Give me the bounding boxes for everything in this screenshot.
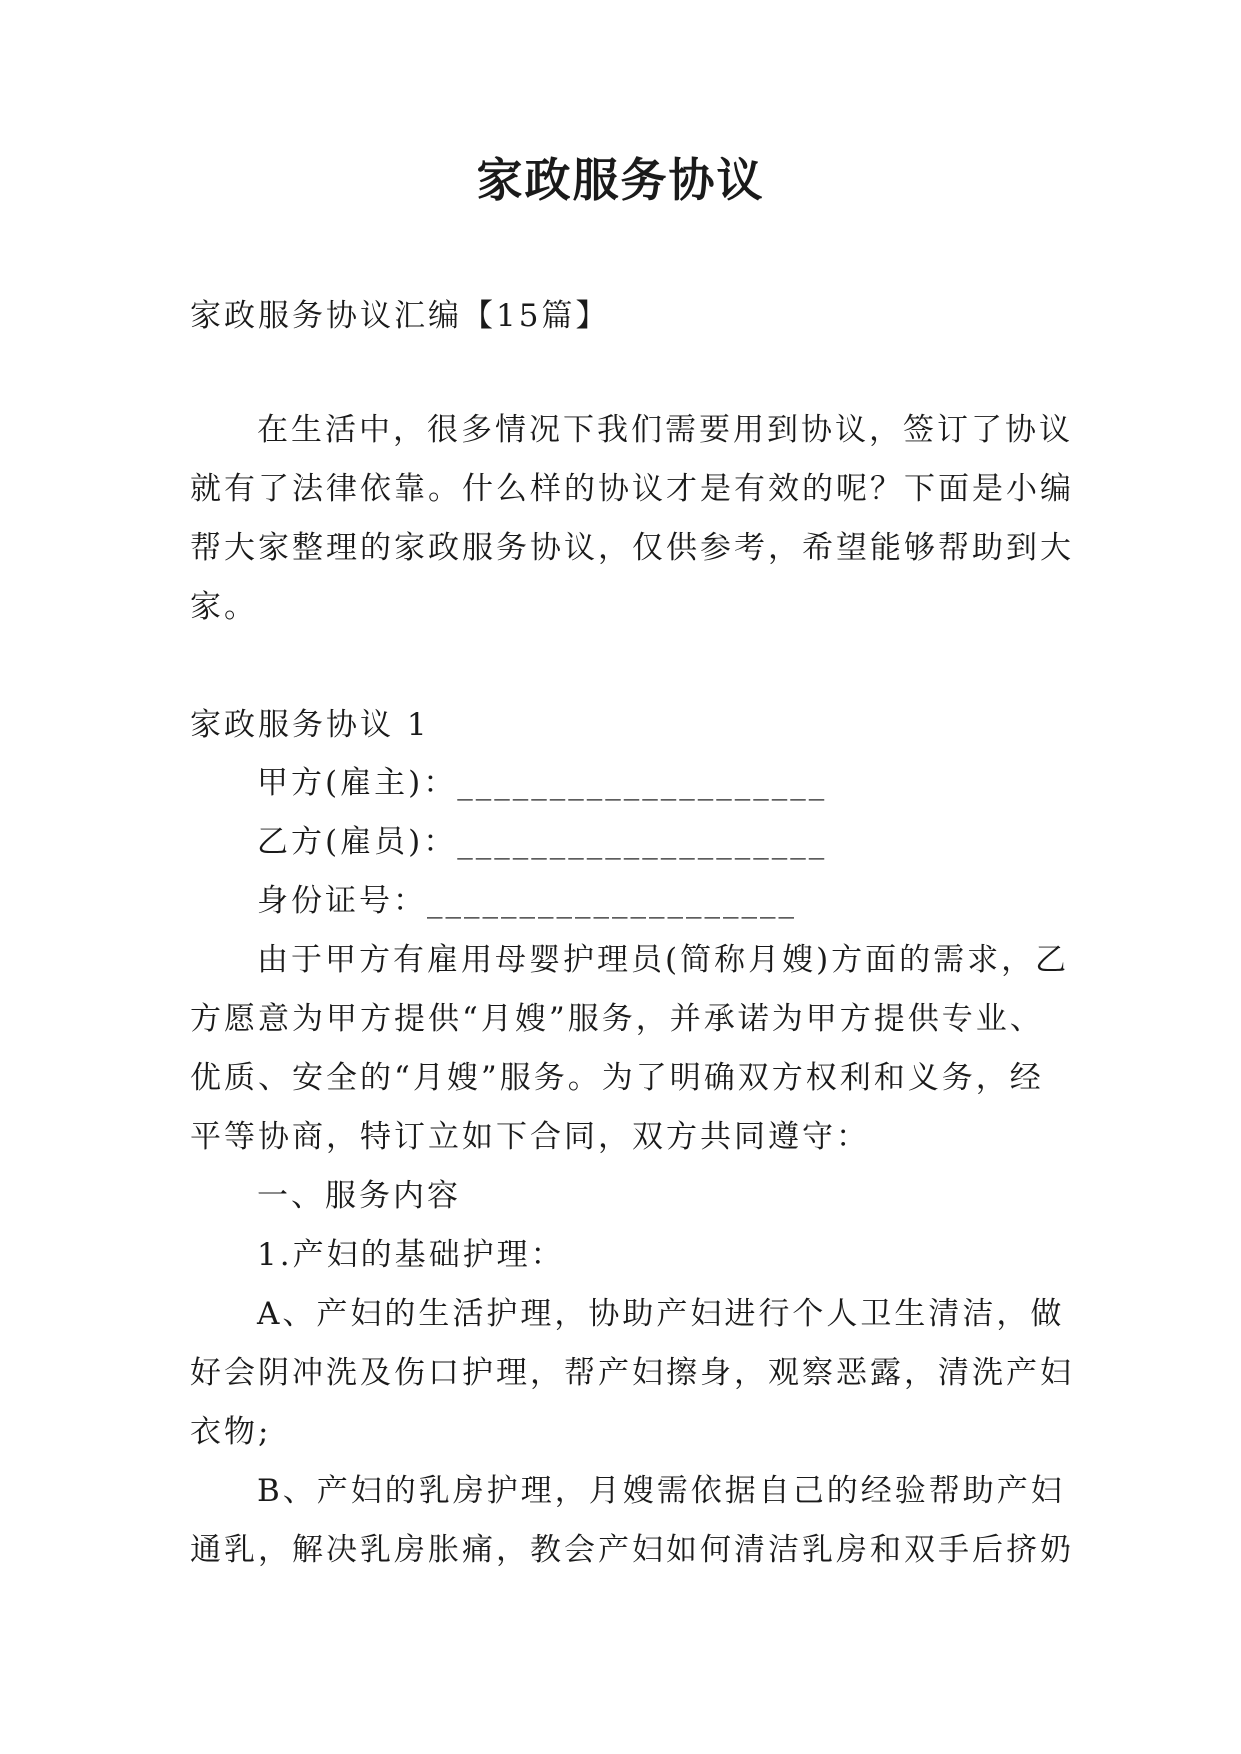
preamble-line: 由于甲方有雇用母婴护理员(简称月嫂)方面的需求，乙 (257, 942, 1070, 978)
party-b-field: 乙方(雇员)：____________________ (257, 824, 828, 860)
clause-text-line: 通乳，解决乳房胀痛，教会产妇如何清洁乳房和双手后挤奶 (190, 1532, 1074, 1568)
intro-line: 帮大家整理的家政服务协议，仅供参考，希望能够帮助到大 (190, 530, 1074, 566)
clause-text-line: B、产妇的乳房护理，月嫂需依据自己的经验帮助产妇 (257, 1473, 1065, 1509)
clause-heading: 一、服务内容 (257, 1178, 461, 1214)
document-title: 家政服务协议 (476, 153, 765, 207)
preamble-line: 方愿意为甲方提供“月嫂”服务，并承诺为甲方提供专业、 (190, 1001, 1044, 1037)
intro-line: 家。 (190, 589, 258, 625)
clause-item: 1.产妇的基础护理： (257, 1237, 565, 1273)
document-subtitle: 家政服务协议汇编【15篇】 (190, 298, 610, 334)
section-title: 家政服务协议 1 (190, 707, 430, 743)
id-number-field: 身份证号：____________________ (257, 883, 797, 919)
intro-line: 就有了法律依靠。什么样的协议才是有效的呢？下面是小编 (190, 471, 1074, 507)
preamble-line: 优质、安全的“月嫂”服务。为了明确双方权利和义务，经 (190, 1060, 1044, 1096)
clause-text-line: 衣物; (190, 1414, 272, 1450)
party-a-field: 甲方(雇主)：____________________ (257, 765, 828, 801)
intro-line: 在生活中，很多情况下我们需要用到协议，签订了协议 (257, 412, 1073, 448)
clause-text-line: A、产妇的生活护理，协助产妇进行个人卫生清洁，做 (257, 1296, 1065, 1332)
clause-text-line: 好会阴冲洗及伤口护理，帮产妇擦身，观察恶露，清洗产妇 (190, 1355, 1074, 1391)
preamble-line: 平等协商，特订立如下合同，双方共同遵守： (190, 1119, 870, 1155)
